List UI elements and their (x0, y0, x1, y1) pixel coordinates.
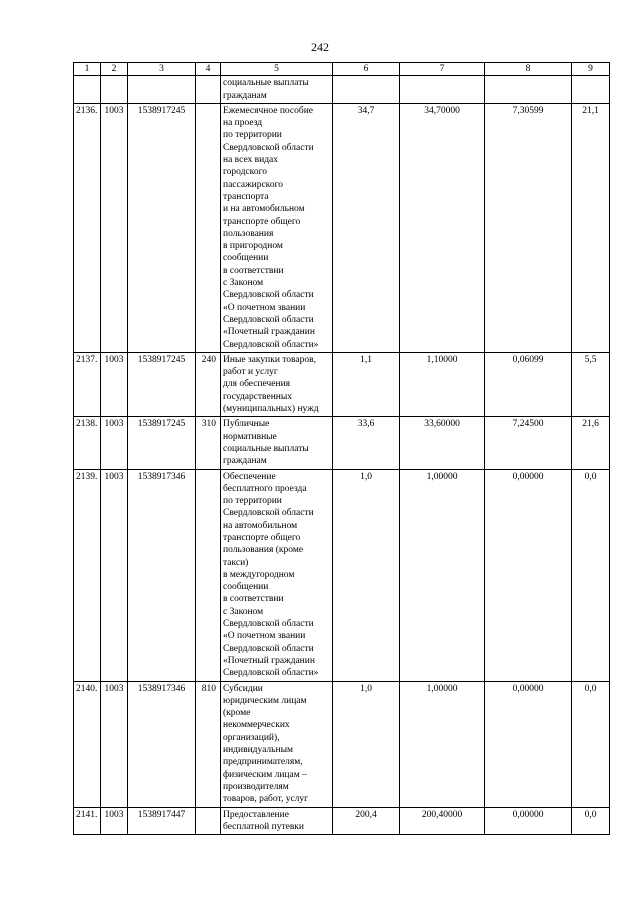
item-name-cell: Обеспечение бесплатного проезда по территории Свердловской области на автомобильном транспорте общего пользования (кроме такси) в междугородном сообщении в соответствии с Законом Свердловской области «О почетном звании Свердловской области «Почетный гражданин Свердловской области» (221, 469, 333, 681)
table-row (74, 103, 610, 352)
percent-cell: 21,6 (572, 417, 610, 469)
amount-cell: 33,6 (333, 417, 400, 469)
executed-cell: 0,06099 (485, 352, 572, 416)
target-article-cell (128, 76, 196, 104)
percent-cell: 0,0 (572, 807, 610, 835)
column-header: 9 (572, 63, 610, 76)
expense-type-cell (196, 103, 221, 352)
section-code-cell: 1003 (101, 681, 128, 807)
column-header: 2 (101, 63, 128, 76)
amount-cell: 1,0 (333, 469, 400, 681)
executed-cell: 7,24500 (485, 417, 572, 469)
item-name-cell: Предоставление бесплатной путевки (221, 807, 333, 835)
section-code-cell: 1003 (101, 103, 128, 352)
amount-precise-cell: 33,60000 (400, 417, 485, 469)
row-number-cell: 2137. (74, 352, 101, 416)
amount-precise-cell: 200,40000 (400, 807, 485, 835)
column-header: 6 (333, 63, 400, 76)
row-number-cell: 2136. (74, 103, 101, 352)
percent-cell: 0,0 (572, 469, 610, 681)
section-code-cell: 1003 (101, 352, 128, 416)
table-row (74, 76, 610, 104)
amount-precise-cell (400, 76, 485, 104)
table-row (74, 352, 610, 416)
row-number-cell: 2138. (74, 417, 101, 469)
amount-cell: 34,7 (333, 103, 400, 352)
percent-cell: 0,0 (572, 681, 610, 807)
expense-type-cell: 810 (196, 681, 221, 807)
section-code-cell: 1003 (101, 469, 128, 681)
table-row (74, 417, 610, 469)
column-header: 7 (400, 63, 485, 76)
item-name-cell: Иные закупки товаров, работ и услуг для обеспечения государственных (муниципальных) нужд (221, 352, 333, 416)
amount-cell (333, 76, 400, 104)
row-number-cell: 2139. (74, 469, 101, 681)
section-code-cell: 1003 (101, 417, 128, 469)
column-header: 4 (196, 63, 221, 76)
amount-cell: 1,0 (333, 681, 400, 807)
table-header-row (74, 63, 610, 76)
table-row (74, 469, 610, 681)
amount-precise-cell: 1,10000 (400, 352, 485, 416)
executed-cell: 0,00000 (485, 807, 572, 835)
row-number-cell: 2141. (74, 807, 101, 835)
amount-precise-cell: 1,00000 (400, 469, 485, 681)
column-header: 1 (74, 63, 101, 76)
item-name-cell: Ежемесячное пособие на проезд по территории Свердловской области на всех видах городского пассажирского транспорта и на автомобильном транспорте общего пользования в пригородном сообщении в соответствии с Законом Свердловской области «О почетном звании Свердловской области «Почетный гражданин Свердловской области» (221, 103, 333, 352)
column-header: 5 (221, 63, 333, 76)
item-name-cell: Субсидии юридическим лицам (кроме некоммерческих организаций), индивидуальным предпринимателям, физическим лицам – производителям товаров, работ, услуг (221, 681, 333, 807)
percent-cell: 5,5 (572, 352, 610, 416)
section-code-cell: 1003 (101, 807, 128, 835)
expense-type-cell (196, 807, 221, 835)
executed-cell: 7,30599 (485, 103, 572, 352)
column-header: 8 (485, 63, 572, 76)
row-number-cell (74, 76, 101, 104)
budget-table (73, 62, 610, 835)
target-article-cell: 1538917245 (128, 417, 196, 469)
executed-cell: 0,00000 (485, 681, 572, 807)
target-article-cell: 1538917245 (128, 352, 196, 416)
amount-precise-cell: 34,70000 (400, 103, 485, 352)
column-header: 3 (128, 63, 196, 76)
row-number-cell: 2140. (74, 681, 101, 807)
item-name-cell: социальные выплаты гражданам (221, 76, 333, 104)
expense-type-cell (196, 469, 221, 681)
table-row (74, 681, 610, 807)
item-name-cell: Публичные нормативные социальные выплаты гражданам (221, 417, 333, 469)
section-code-cell (101, 76, 128, 104)
page-number: 242 (311, 40, 329, 54)
percent-cell (572, 76, 610, 104)
target-article-cell: 1538917346 (128, 681, 196, 807)
table-row (74, 807, 610, 835)
percent-cell: 21,1 (572, 103, 610, 352)
expense-type-cell: 310 (196, 417, 221, 469)
executed-cell: 0,00000 (485, 469, 572, 681)
expense-type-cell: 240 (196, 352, 221, 416)
target-article-cell: 1538917245 (128, 103, 196, 352)
expense-type-cell (196, 76, 221, 104)
amount-cell: 1,1 (333, 352, 400, 416)
amount-cell: 200,4 (333, 807, 400, 835)
amount-precise-cell: 1,00000 (400, 681, 485, 807)
target-article-cell: 1538917346 (128, 469, 196, 681)
target-article-cell: 1538917447 (128, 807, 196, 835)
executed-cell (485, 76, 572, 104)
